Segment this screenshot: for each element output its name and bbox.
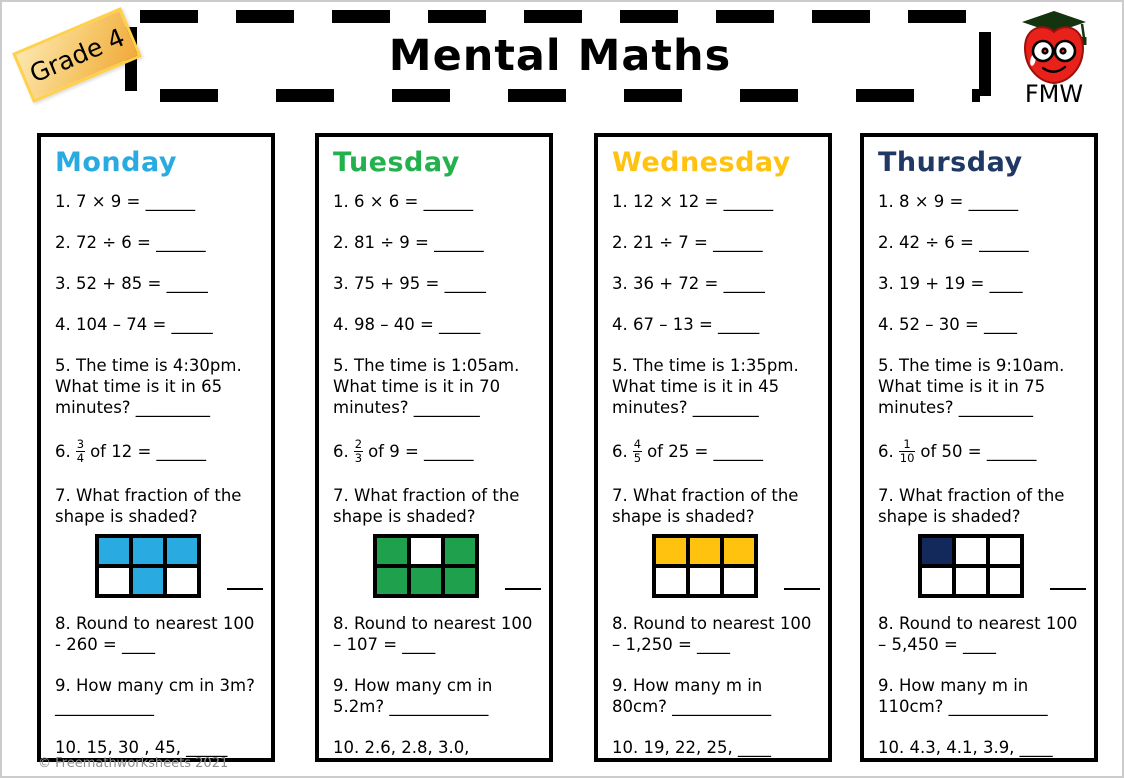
question-8: 8. Round to nearest 100 – 5,450 = ____	[878, 614, 1078, 654]
q6-suffix: of 50 = ______	[920, 441, 1037, 461]
question-4: 4. 98 – 40 = _____	[333, 314, 481, 334]
q6-prefix: 6.	[612, 441, 628, 461]
question-3: 3. 52 + 85 = _____	[55, 273, 208, 293]
fraction-shape	[95, 534, 263, 598]
answer-blank	[784, 588, 820, 590]
question-10: 10. 4.3, 4.1, 3.9, ____	[878, 737, 1053, 757]
question-9: 9. How many m in 110cm? ____________	[878, 675, 1048, 716]
grade-badge-label: Grade 4	[25, 22, 129, 88]
question-9: 9. How many cm in 5.2m? ____________	[333, 675, 493, 716]
question-1: 1. 12 × 12 = ______	[612, 192, 774, 211]
question-5: 5. The time is 1:35pm. What time is it in 45 minutes? ________	[612, 355, 799, 417]
question-10: 10. 2.6, 2.8, 3.0,	[333, 737, 470, 757]
question-1: 1. 8 × 9 = ______	[878, 192, 1019, 211]
q6-prefix: 6.	[878, 441, 894, 461]
question-6	[878, 436, 1086, 466]
question-2: 2. 42 ÷ 6 = ______	[878, 232, 1029, 252]
question-1: 1. 6 × 6 = ______	[333, 192, 474, 211]
fraction-denominator: 3	[354, 450, 363, 465]
unshaded-cell	[656, 568, 686, 594]
question-7: 7. What fraction of the shape is shaded?	[878, 486, 1065, 527]
unshaded-cell	[411, 538, 441, 564]
question-7: 7. What fraction of the shape is shaded?	[612, 486, 799, 527]
shaded-cell	[411, 568, 441, 594]
question-3: 3. 19 + 19 = ____	[878, 273, 1023, 293]
shaded-cell	[377, 568, 407, 594]
question-6	[612, 436, 820, 466]
title-dashed-frame	[132, 10, 988, 102]
fmw-logo	[1012, 10, 1096, 106]
question-8: 8. Round to nearest 100 – 107 = ____	[333, 614, 533, 654]
day-heading: Tuesday	[333, 147, 460, 178]
logo-caption: FMW	[1024, 80, 1084, 106]
fraction-numerator: 2	[354, 436, 363, 451]
fraction-denominator: 10	[899, 450, 915, 465]
question-3: 3. 36 + 72 = _____	[612, 273, 765, 293]
question-5: 5. The time is 1:05am. What time is it in 70 minutes? ________	[333, 355, 520, 417]
shaded-cell	[167, 538, 197, 564]
question-7: 7. What fraction of the shape is shaded?	[333, 486, 520, 527]
unshaded-cell	[990, 568, 1020, 594]
fraction	[76, 438, 85, 465]
unshaded-cell	[167, 568, 197, 594]
unshaded-cell	[956, 568, 986, 594]
unshaded-cell	[724, 568, 754, 594]
question-3: 3. 75 + 95 = _____	[333, 273, 486, 293]
fraction-numerator: 1	[903, 436, 911, 451]
day-heading: Monday	[55, 147, 177, 178]
copyright-text: © Freemathworksheets 2021	[38, 756, 229, 771]
day-heading: Thursday	[878, 147, 1023, 178]
answer-blank	[1050, 588, 1086, 590]
fraction-shape	[652, 534, 820, 598]
shaded-cell	[690, 538, 720, 564]
fraction-denominator: 5	[633, 450, 642, 465]
fraction-denominator: 4	[76, 450, 85, 465]
question-2: 2. 72 ÷ 6 = ______	[55, 232, 206, 252]
dashed-border-bottom	[140, 89, 980, 102]
question-10: 10. 15, 30 , 45, _____	[55, 737, 228, 757]
apple-graduate-icon	[1012, 10, 1096, 106]
fraction-numerator: 4	[633, 436, 642, 451]
unshaded-cell	[690, 568, 720, 594]
q6-prefix: 6.	[333, 441, 349, 461]
shaded-cell	[724, 538, 754, 564]
question-9: 9. How many m in 80cm? ____________	[612, 675, 772, 716]
shaded-cell	[445, 568, 475, 594]
shaded-cell	[922, 538, 952, 564]
dashed-border-top	[140, 10, 980, 23]
question-4: 4. 52 – 30 = ____	[878, 314, 1018, 334]
question-1: 1. 7 × 9 = ______	[55, 192, 196, 211]
shaded-cell	[99, 538, 129, 564]
unshaded-cell	[922, 568, 952, 594]
q6-prefix: 6.	[55, 441, 71, 461]
answer-blank	[505, 588, 541, 590]
shaded-cell	[133, 568, 163, 594]
question-6	[55, 436, 263, 466]
day-column-thursday	[860, 133, 1098, 762]
page-title: Mental Maths	[388, 31, 732, 81]
shape-grid	[652, 534, 758, 598]
question-2: 2. 81 ÷ 9 = ______	[333, 232, 484, 252]
fraction	[633, 438, 642, 465]
question-2: 2. 21 ÷ 7 = ______	[612, 232, 763, 252]
shape-grid	[373, 534, 479, 598]
grade-badge	[12, 7, 142, 103]
fraction-shape	[373, 534, 541, 598]
fraction	[354, 438, 363, 465]
shaded-cell	[656, 538, 686, 564]
question-8: 8. Round to nearest 100 – 1,250 = ____	[612, 614, 812, 654]
question-4: 4. 67 – 13 = _____	[612, 314, 760, 334]
question-7: 7. What fraction of the shape is shaded?	[55, 486, 242, 527]
shaded-cell	[445, 538, 475, 564]
shape-grid	[95, 534, 201, 598]
question-4: 4. 104 – 74 = _____	[55, 314, 213, 334]
day-column-tuesday	[315, 133, 553, 762]
day-column-monday	[37, 133, 275, 762]
day-column-wednesday	[594, 133, 832, 762]
shaded-cell	[377, 538, 407, 564]
fraction-shape	[918, 534, 1086, 598]
q6-suffix: of 25 = ______	[647, 441, 764, 461]
q6-suffix: of 9 = ______	[368, 441, 474, 461]
question-6	[333, 436, 541, 466]
unshaded-cell	[99, 568, 129, 594]
question-5: 5. The time is 4:30pm. What time is it in 65 minutes? _________	[55, 355, 242, 417]
question-9: 9. How many cm in 3m? ____________	[55, 675, 255, 716]
q6-suffix: of 12 = ______	[90, 441, 207, 461]
fraction-numerator: 3	[76, 436, 85, 451]
question-8: 8. Round to nearest 100 - 260 = ____	[55, 614, 255, 654]
shape-grid	[918, 534, 1024, 598]
question-10: 10. 19, 22, 25, ____	[612, 737, 771, 757]
question-5: 5. The time is 9:10am. What time is it in 75 minutes? _________	[878, 355, 1065, 417]
unshaded-cell	[956, 538, 986, 564]
shaded-cell	[133, 538, 163, 564]
answer-blank	[227, 588, 263, 590]
unshaded-cell	[990, 538, 1020, 564]
day-heading: Wednesday	[612, 147, 791, 178]
fraction	[899, 438, 916, 465]
